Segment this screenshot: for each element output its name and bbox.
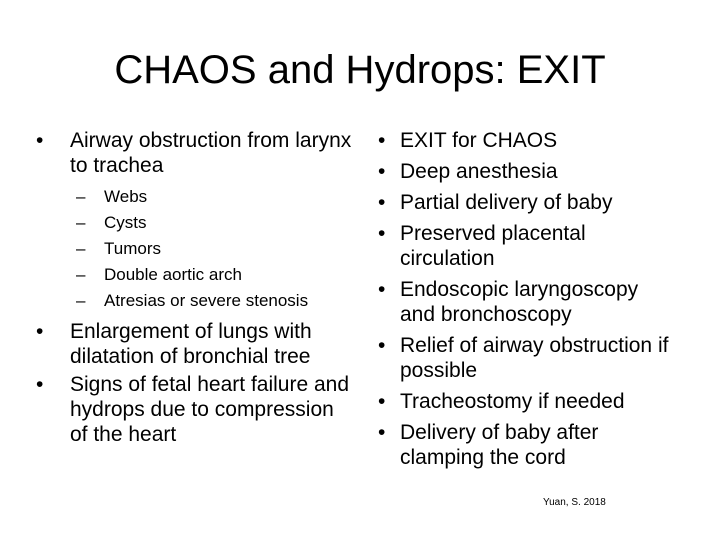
bullet-item bbox=[36, 319, 356, 369]
bullet-icon: • bbox=[378, 160, 386, 183]
bullet-item bbox=[378, 389, 678, 414]
dash-icon: – bbox=[76, 291, 86, 310]
slide-title: CHAOS and Hydrops: EXIT bbox=[114, 48, 606, 92]
bullet-icon: • bbox=[378, 334, 386, 357]
bullet-item bbox=[378, 333, 678, 383]
sub-bullet-text: Tumors bbox=[104, 239, 161, 258]
right-bullet-list bbox=[378, 128, 678, 470]
dash-icon: – bbox=[76, 239, 86, 258]
bullet-text: Deep anesthesia bbox=[400, 160, 558, 183]
bullet-item bbox=[36, 128, 356, 314]
left-bullet-list bbox=[36, 128, 356, 447]
bullet-item bbox=[378, 128, 678, 153]
bullet-icon: • bbox=[378, 390, 386, 413]
sub-bullet-text: Double aortic arch bbox=[104, 265, 242, 284]
bullet-item bbox=[378, 221, 678, 271]
bullet-item bbox=[378, 190, 678, 215]
bullet-text: Airway obstruction from larynx to trachea bbox=[70, 129, 352, 177]
dash-icon: – bbox=[76, 265, 86, 284]
bullet-text: Relief of airway obstruction if possible bbox=[400, 334, 669, 382]
sub-bullet-text: Atresias or severe stenosis bbox=[104, 291, 309, 310]
sub-bullet-item bbox=[70, 288, 356, 314]
sub-bullet-text: Webs bbox=[104, 187, 148, 206]
bullet-text: Delivery of baby after clamping the cord bbox=[400, 421, 599, 469]
sub-bullet-item bbox=[70, 184, 356, 210]
bullet-text: Endoscopic laryngoscopy and bronchoscopy bbox=[400, 278, 639, 326]
bullet-text: Signs of fetal heart failure and hydrops due to compression of the heart bbox=[70, 373, 350, 446]
sub-bullet-item bbox=[70, 236, 356, 262]
bullet-text: EXIT for CHAOS bbox=[400, 129, 558, 152]
citation: Yuan, S. 2018 bbox=[543, 497, 606, 508]
bullet-icon: • bbox=[36, 373, 44, 396]
bullet-icon: • bbox=[378, 222, 386, 245]
bullet-item bbox=[378, 277, 678, 327]
bullet-icon: • bbox=[378, 191, 386, 214]
dash-icon: – bbox=[76, 187, 86, 206]
sub-bullet-text: Cysts bbox=[104, 213, 147, 232]
bullet-text: Partial delivery of baby bbox=[400, 191, 613, 214]
bullet-item bbox=[36, 372, 356, 447]
bullet-text: Preserved placental circulation bbox=[400, 222, 586, 270]
sub-bullet-list bbox=[70, 184, 356, 314]
bullet-item bbox=[378, 159, 678, 184]
dash-icon: – bbox=[76, 213, 86, 232]
bullet-text: Enlargement of lungs with dilatation of bronchial tree bbox=[70, 320, 312, 368]
bullet-icon: • bbox=[36, 320, 44, 343]
bullet-icon: • bbox=[378, 129, 386, 152]
bullet-text: Tracheostomy if needed bbox=[400, 390, 625, 413]
bullet-icon: • bbox=[378, 278, 386, 301]
sub-bullet-item bbox=[70, 262, 356, 288]
bullet-item bbox=[378, 420, 678, 470]
sub-bullet-item bbox=[70, 210, 356, 236]
bullet-icon: • bbox=[378, 421, 386, 444]
bullet-icon: • bbox=[36, 129, 44, 152]
